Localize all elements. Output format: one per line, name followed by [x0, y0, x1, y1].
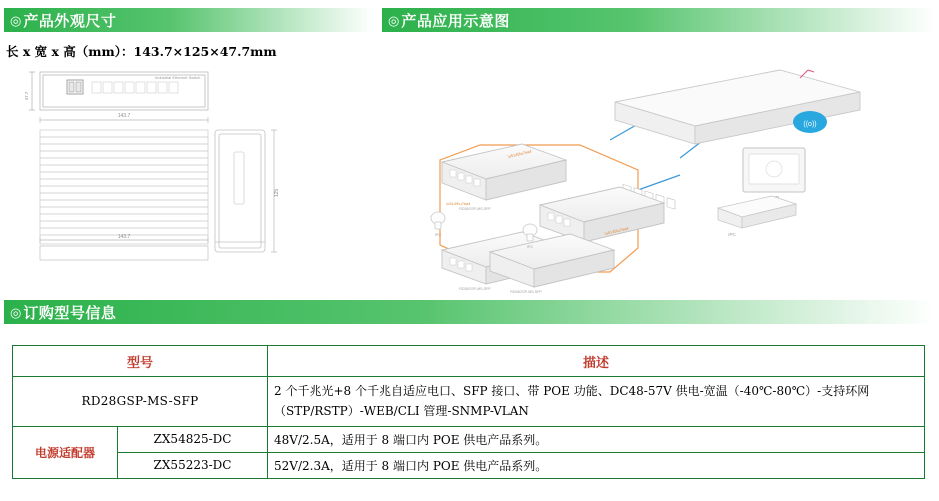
section-header-application: [382, 8, 935, 32]
cell-adapter-model: ZX55223-DC: [118, 452, 268, 478]
table-row: [13, 426, 925, 452]
section-header-dimensions: [4, 8, 374, 32]
cell-adapter-label: 电源适配器: [13, 426, 118, 478]
bullet-icon: ◎: [10, 12, 22, 28]
diagram-device-label: RD28GSP-MS-SFP: [459, 207, 491, 211]
table-header-model: 型号: [13, 346, 268, 377]
table-header-row: [13, 346, 925, 377]
ordering-information-table: [12, 345, 925, 479]
application-topology-diagram: [380, 40, 936, 294]
diagram-link-label: \u5149\u7ea4: [446, 201, 471, 206]
svg-text:IPC: IPC: [728, 232, 736, 237]
bullet-icon: ◎: [10, 304, 22, 320]
dimension-text: 长 x 宽 x 高（mm）：143.7×125×47.7mm: [6, 44, 277, 59]
cell-adapter-model: ZX54825-DC: [118, 426, 268, 452]
diagram-link-label: \u5149\u7ea4: [604, 225, 630, 236]
diagram-link-label: \u5149\u7ea4: [507, 148, 533, 159]
bullet-icon: ◎: [388, 12, 400, 28]
cell-adapter-description: 52V/2.3A，适用于 8 端口内 POE 供电产品系列。: [268, 452, 925, 478]
cell-adapter-description: 48V/2.5A，适用于 8 端口内 POE 供电产品系列。: [268, 426, 925, 452]
drawing-depth-label: 125: [274, 188, 280, 198]
cell-main-description: 2 个千兆光+8 个千兆自适应电口、SFP 接口、带 POE 功能、DC48-57V 供电-宽温（-40℃-80℃）-支持环网（STP/RSTP）-WEB/CLI 管理-SNMP-VLAN: [268, 377, 925, 427]
product-dimension-drawing: [10, 66, 370, 281]
table-row: [13, 452, 925, 478]
table-row: [13, 377, 925, 427]
section-title-application: 产品应用示意图: [401, 11, 510, 30]
diagram-node-label: IPC: [434, 232, 442, 237]
svg-text:((o)): ((o)): [803, 121, 817, 128]
table-header-description: 描述: [268, 346, 925, 377]
drawing-width-label: 143.7: [117, 113, 131, 119]
section-title-ordering: 订购型号信息: [23, 303, 117, 322]
drawing-front-label: Industrial Ethernet Switch: [155, 75, 201, 80]
section-title-dimensions: 产品外观尺寸: [23, 11, 117, 30]
drawing-height-label: 47.7: [24, 91, 29, 101]
cell-main-model: RD28GSP-MS-SFP: [13, 377, 268, 427]
drawing-bottom-width-label: 143.7: [117, 234, 131, 240]
diagram-device-label: RD28GSP-MS-SFP: [459, 287, 491, 291]
section-header-ordering: [4, 300, 935, 324]
diagram-node-label: IPC: [526, 244, 534, 249]
diagram-device-label: RD28GSP-MS-SFP: [510, 290, 542, 294]
